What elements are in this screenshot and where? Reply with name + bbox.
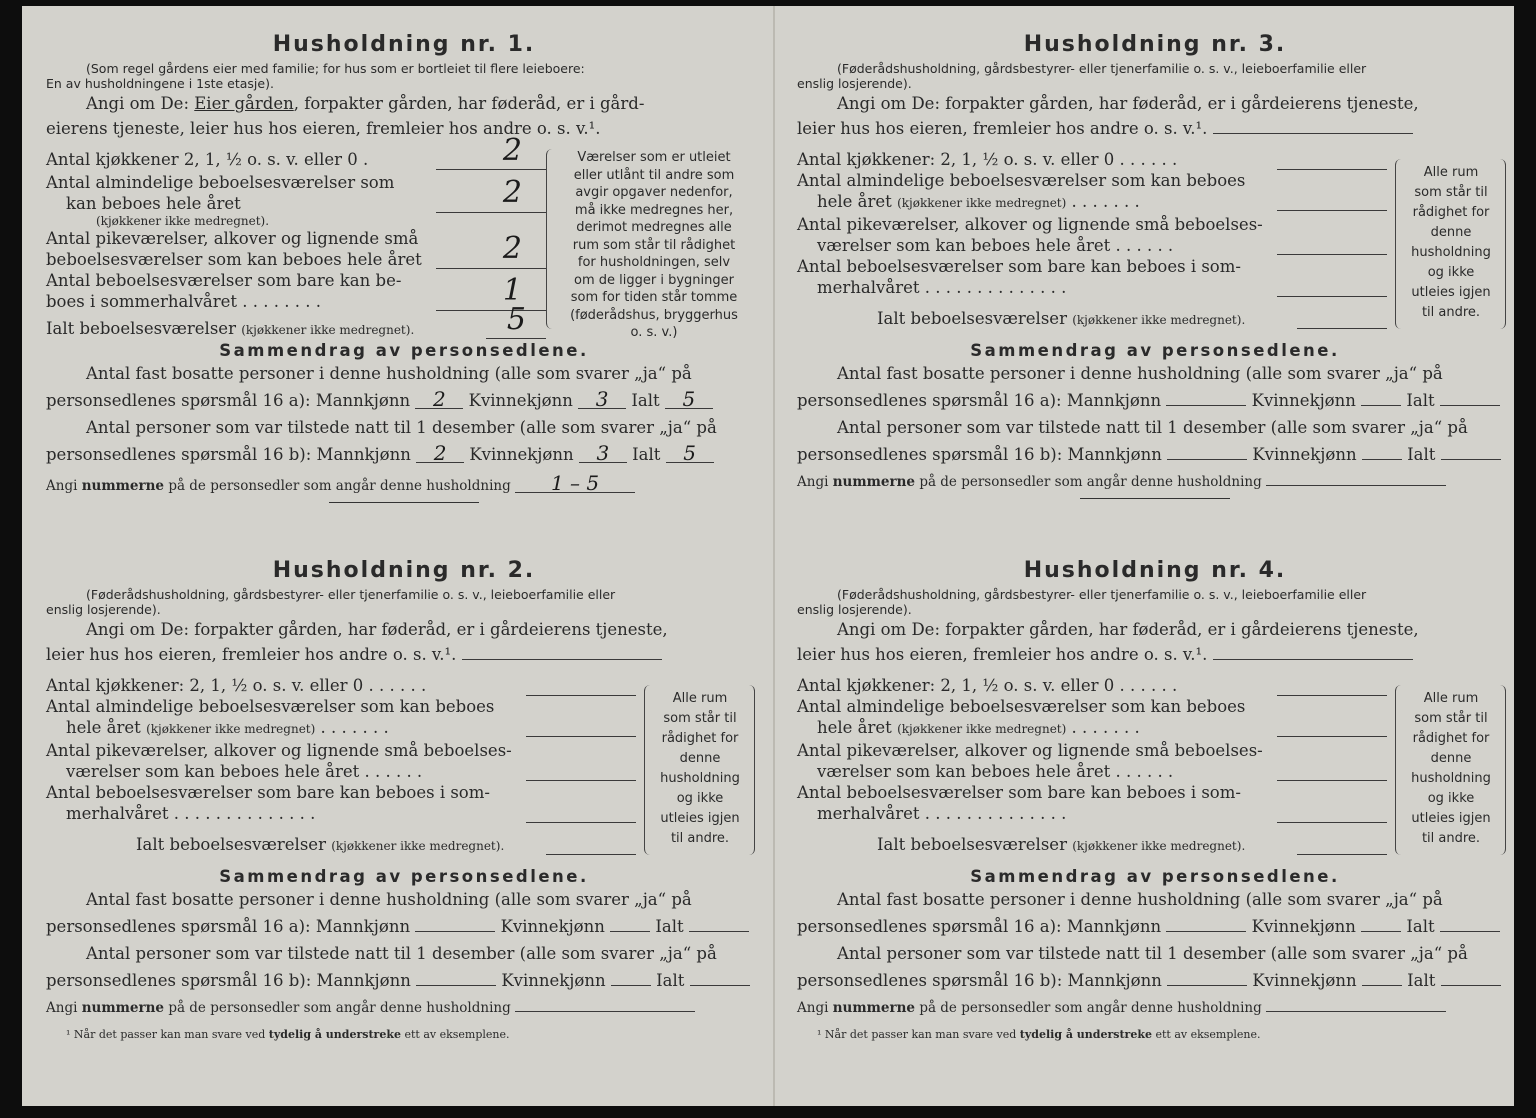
kitchens-row: Antal kjøkkener 2, 1, ½ o. s. v. eller 0 . 2 xyxy=(46,149,546,170)
household-2-rooms: Antal kjøkkener: 2, 1, ½ o. s. v. eller 0 . . . . . . Antal almindelige beboelsesværelser som kan beboes hele året (kjøkkener ikke medregnet) . . . . . . . Antal pikeværelser, alkover og lignende små beboelses- værelser som kan beboes hele året . . . . . . Antal beboelsesværelser som bare kan beboes i som- merhalvåret . . . . . . . . . . . . . . Ialt beboelsesværelser (kjøkkener ikke medregnet). Alle rum som står til rådighet for denne husholdning og ikke utleies igjen til andre. xyxy=(46,671,762,861)
resident-male[interactable]: 2 xyxy=(415,390,463,409)
household-1-ownership-question: Angi om De: Eier gården, forpakter gården, har føderåd, er i gård- eierens tjeneste, leier hus hos eieren, fremleier hos andre o. s. v.¹. xyxy=(46,94,645,138)
household-2-ownership-answer[interactable] xyxy=(462,659,662,660)
h4-person-numbers[interactable] xyxy=(1266,1011,1446,1012)
resident-female[interactable]: 3 xyxy=(578,390,626,409)
h4-present-total[interactable] xyxy=(1441,985,1501,986)
total-rooms-value[interactable]: 5 xyxy=(506,302,526,337)
household-1-note: Værelser som er utleiet eller utlånt til andre som avgir opgaver nedenfor, må ikke medregnes her, derimot medregnes alle rum som står til rådighet for husholdningen, selv om de ligger i bygninger som for tiden står tomme (føderådshus, bryggerhus o. s. v.) xyxy=(570,150,738,340)
brace xyxy=(546,149,559,329)
household-1-title: Husholdning nr. 1. xyxy=(272,32,536,57)
summer-rooms-value[interactable]: 1 xyxy=(502,273,522,308)
resident-total[interactable]: 5 xyxy=(665,390,713,409)
h3-resident-female[interactable] xyxy=(1361,405,1401,406)
right-column xyxy=(797,6,1513,1086)
household-4-title: Husholdning nr. 4. xyxy=(1023,558,1287,583)
h2-resident-female[interactable] xyxy=(610,931,650,932)
h2-present-total[interactable] xyxy=(690,985,750,986)
h4-resident-total[interactable] xyxy=(1440,931,1500,932)
h4-present-female[interactable] xyxy=(1362,985,1402,986)
underlined-answer: Eier gården xyxy=(194,94,294,113)
person-numbers-value[interactable]: 1 – 5 xyxy=(515,474,635,493)
household-2-note: Alle rum som står til rådighet for denne husholdning og ikke utleies igjen til andre. xyxy=(660,691,740,846)
footnote: ¹ Når det passer kan man svare ved tydelig å understreke ett av eksemplene. xyxy=(817,1028,1261,1041)
household-3-ownership-answer[interactable] xyxy=(1213,133,1413,134)
small-rooms-value[interactable]: 2 xyxy=(502,231,522,266)
h4-present-male[interactable] xyxy=(1167,985,1247,986)
h3-resident-male[interactable] xyxy=(1166,405,1246,406)
household-3-note: Alle rum som står til rådighet for denne husholdning og ikke utleies igjen til andre. xyxy=(1411,165,1491,320)
h2-present-male[interactable] xyxy=(416,985,496,986)
summary-resident: Antal fast bosatte personer i denne husholdning (alle som svarer „ja“ på personsedlenes spørsmål 16 a): Mannkjønn 2 Kvinnekjønn 3 Ialt 5 xyxy=(46,360,762,414)
household-3: Husholdning nr. 3. (Føderådshusholdning, gårdsbestyrer- eller tjenerfamilie o. s. v., leieboerfamilie eller enslig losjerende). Angi om De: forpakter gården, har føderåd, er i gårdeierens tjeneste, leier hus hos eieren, fremleier hos andre o. s. v.¹. Antal kjøkkener: 2, 1, ½ o. s. v. eller 0 . . . . . . Antal almindelige beboelsesværelser som kan beboes hele året (kjøkkener ikke medregnet) . . . . . . . Antal pikeværelser, alkover og lignende små beboelses- værelser som kan beboes hele året . . . . . . Antal beboelsesværelser som bare kan beboes i som- merhalvåret . . . . . . . . . . . . . . Ialt beboelsesværelser (kjøkkener ikke medregnet). Alle rum som står til rådighet for denne husholdning og ikke utleies igjen til andre. Sammendrag av personsedlene. Antal fast bosatte personer i denne husholdning (alle som svarer „ja“ på personsedlenes spørsmål 16 a): Mannkjønn Kvinnekjønn Ialt Antal personer som var tilstede natt til 1 desember (alle som svarer „ja“ på personsedlenes spørsmål 16 b): Mannkjønn Kvinnekjønn Ialt Angi nummerne på de personsedler som angår denne husholdning xyxy=(797,28,1513,538)
household-3-title: Husholdning nr. 3. xyxy=(1023,32,1287,57)
h3-present-male[interactable] xyxy=(1167,459,1247,460)
person-numbers-row: Angi nummerne på de personsedler som angår denne husholdning 1 – 5 xyxy=(46,474,762,494)
household-4-ownership-answer[interactable] xyxy=(1213,659,1413,660)
household-1-rooms xyxy=(46,133,762,340)
h2-resident-male[interactable] xyxy=(415,931,495,932)
h4-resident-male[interactable] xyxy=(1166,931,1246,932)
rooms-value[interactable]: 2 xyxy=(502,175,522,210)
small-rooms-row: Antal pikeværelser, alkover og lignende små beboelsesværelser som kan beboes hele året 2 xyxy=(46,228,546,270)
household-2-subtitle: (Føderådshusholdning, gårdsbestyrer- eller tjenerfamilie o. s. v., leieboerfamilie eller enslig losjerende). xyxy=(46,587,616,617)
h3-present-female[interactable] xyxy=(1362,459,1402,460)
household-4-note: Alle rum som står til rådighet for denne husholdning og ikke utleies igjen til andre. xyxy=(1411,691,1491,846)
footnote: ¹ Når det passer kan man svare ved tydelig å understreke ett av eksemplene. xyxy=(66,1028,510,1041)
h3-resident-total[interactable] xyxy=(1440,405,1500,406)
summary-title: Sammendrag av personsedlene. xyxy=(219,341,589,360)
h2-present-female[interactable] xyxy=(611,985,651,986)
h3-person-numbers[interactable] xyxy=(1266,485,1446,486)
summary-present: Antal personer som var tilstede natt til 1 desember (alle som svarer „ja“ på personsedlenes spørsmål 16 b): Mannkjønn 2 Kvinnekjønn 3 Ialt 5 xyxy=(46,418,717,465)
h2-resident-total[interactable] xyxy=(689,931,749,932)
household-2-ownership-question: Angi om De: forpakter gården, har føderåd, er i gårdeierens tjeneste, leier hus hos eieren, fremleier hos andre o. s. v.¹. xyxy=(46,620,668,664)
summer-rooms-row: Antal beboelsesværelser som bare kan be- boes i sommerhalvåret . . . . . . . . 1 xyxy=(46,270,546,312)
h4-resident-female[interactable] xyxy=(1361,931,1401,932)
present-female[interactable]: 3 xyxy=(579,444,627,463)
rooms-row: Antal almindelige beboelsesværelser som kan beboes hele året (kjøkkener ikke medregnet). 2 xyxy=(46,172,546,228)
present-male[interactable]: 2 xyxy=(416,444,464,463)
page-fold xyxy=(773,6,775,1106)
household-2: Husholdning nr. 2. (Føderådshusholdning, gårdsbestyrer- eller tjenerfamilie o. s. v., leieboerfamilie eller enslig losjerende). Angi om De: forpakter gården, har føderåd, er i gårdeierens tjeneste, leier hus hos eieren, fremleier hos andre o. s. v.¹. Antal kjøkkener: 2, 1, ½ o. s. v. eller 0 . . . . . . Antal almindelige beboelsesværelser som kan beboes hele året (kjøkkener ikke medregnet) . . . . . . . Antal pikeværelser, alkover og lignende små beboelses- værelser som kan beboes hele året . . . . . . Antal beboelsesværelser som bare kan beboes i som- merhalvåret . . . . . . . . . . . . . . Ialt beboelsesværelser (kjøkkener ikke medregnet). Alle rum som står til rådighet for denne husholdning og ikke utleies igjen til andre. Sammendrag av personsedlene. Antal fast bosatte personer i denne husholdning (alle som svarer „ja“ på personsedlenes spørsmål 16 a): Mannkjønn Kvinnekjønn Ialt Antal personer som var tilstede natt til 1 desember (alle som svarer „ja“ på personsedlenes spørsmål 16 b): Mannkjønn Kvinnekjønn Ialt Angi nummerne på de personsedler som angår denne husholdning ¹ Når det passer kan man svare ved tydelig å understreke ett av eksemplene. xyxy=(46,554,762,1064)
kitchens-value[interactable]: 2 xyxy=(502,133,522,168)
present-total[interactable]: 5 xyxy=(666,444,714,463)
h2-person-numbers[interactable] xyxy=(515,1011,695,1012)
household-4: Husholdning nr. 4. (Føderådshusholdning, gårdsbestyrer- eller tjenerfamilie o. s. v., leieboerfamilie eller enslig losjerende). Angi om De: forpakter gården, har føderåd, er i gårdeierens tjeneste, leier hus hos eieren, fremleier hos andre o. s. v.¹. Antal kjøkkener: 2, 1, ½ o. s. v. eller 0 . . . . . . Antal almindelige beboelsesværelser som kan beboes hele året (kjøkkener ikke medregnet) . . . . . . . Antal pikeværelser, alkover og lignende små beboelses- værelser som kan beboes hele året . . . . . . Antal beboelsesværelser som bare kan beboes i som- merhalvåret . . . . . . . . . . . . . . Ialt beboelsesværelser (kjøkkener ikke medregnet). Alle rum som står til rådighet for denne husholdning og ikke utleies igjen til andre. Sammendrag av personsedlene. Antal fast bosatte personer i denne husholdning (alle som svarer „ja“ på personsedlenes spørsmål 16 a): Mannkjønn Kvinnekjønn Ialt Antal personer som var tilstede natt til 1 desember (alle som svarer „ja“ på personsedlenes spørsmål 16 b): Mannkjønn Kvinnekjønn Ialt Angi nummerne på de personsedler som angår denne husholdning ¹ Når det passer kan man svare ved tydelig å understreke ett av eksemplene. xyxy=(797,554,1513,1064)
left-column xyxy=(46,6,762,1086)
household-1-subtitle: (Som regel gårdens eier med familie; for hus som er bortleiet til flere leieboere: En av husholdningene i 1ste etasje). xyxy=(46,61,585,91)
total-rooms-row: Ialt beboelsesværelser (kjøkkener ikke medregnet). 5 xyxy=(46,318,546,341)
household-1 xyxy=(46,28,762,538)
divider xyxy=(329,502,479,503)
household-2-title: Husholdning nr. 2. xyxy=(272,558,536,583)
h3-present-total[interactable] xyxy=(1441,459,1501,460)
